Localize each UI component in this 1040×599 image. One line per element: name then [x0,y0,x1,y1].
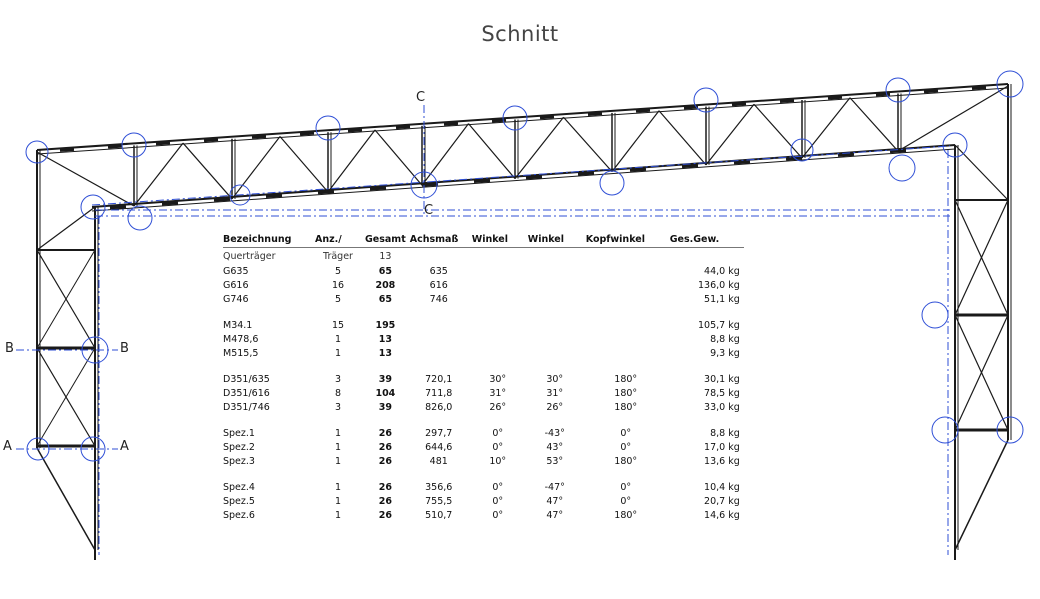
table-cell: 10,4 kg [704,481,740,493]
member-label-tick [214,199,230,200]
table-cell: 53° [546,455,564,467]
table-cell: 1 [334,509,342,521]
table-cell: M515,5 [223,347,259,359]
table-cell: 33,0 kg [704,401,740,413]
member-label-tick [526,177,542,178]
table-cell: 0° [492,495,504,507]
table-cell: 8,8 kg [710,427,740,439]
section-marker-a-left: A [3,439,12,454]
truss-diagonal [706,104,754,165]
table-cell [472,292,528,306]
table-cell: D351/746 [223,401,270,413]
table-cell [410,346,472,360]
table-cell: 78,5 kg [704,387,740,399]
member-label-tick [786,158,802,159]
table-subheader-row: Querträger Träger 13 [223,248,744,265]
table-cell [586,318,670,332]
table-cell: 10° [489,455,507,467]
table-cell: 180° [614,401,638,413]
table-cell: 711,8 [425,387,453,399]
section-marker-a-right: A [120,439,129,454]
table-cell: 0° [620,481,632,493]
table-cell: 47° [546,495,564,507]
member-label-tick [890,151,906,152]
truss-diagonal [898,86,1008,151]
member-label-tick [444,123,458,124]
table-cell [472,278,528,292]
table-cell: 297,7 [425,427,453,439]
table-cell: 26 [378,455,392,467]
table-row [223,494,744,508]
member-label-tick [348,130,362,131]
table-row [223,318,744,332]
table-cell [528,278,586,292]
table-cell: 26 [378,441,392,453]
table-cell: 1 [334,427,342,439]
member-label-tick [924,91,938,92]
table-cell: 26 [378,481,392,493]
table-cell: 104 [375,387,396,399]
node-marker-circle [922,302,948,328]
table-cell: -47° [544,481,565,493]
truss-diagonal [612,111,659,172]
member-label-tick [396,127,410,128]
table-cell: 65 [378,265,392,277]
table-cell [472,346,528,360]
table-cell [586,346,670,360]
table-cell: 30° [546,373,564,385]
header-achsmass: Achsmaß [409,234,459,245]
table-cell [586,264,670,278]
table-cell: 65 [378,293,392,305]
truss-diagonal [375,130,422,185]
table-cell: 26 [378,427,392,439]
table-row [223,346,744,360]
table-cell: 720,1 [425,373,453,385]
bottom-chord-inner [92,149,955,211]
section-marker-c-bottom: C [424,203,434,218]
table-cell: 0° [492,509,504,521]
table-cell: 26 [378,509,392,521]
table-cell [410,318,472,332]
truss-diagonal [515,117,564,178]
table-cell: 644,6 [425,441,453,453]
truss-diagonal [754,104,802,158]
table-cell [528,292,586,306]
table-cell: 0° [492,441,504,453]
truss-diagonal [183,143,232,199]
table-row [223,372,744,386]
table-cell [528,318,586,332]
member-label-tick [110,207,126,208]
table-cell: G746 [223,293,249,305]
table-cell: 26° [489,401,507,413]
table-cell: 180° [614,373,638,385]
truss-diagonal [659,111,706,165]
member-label-tick [318,192,334,193]
table-cell: G616 [223,279,249,291]
table-cell [472,318,528,332]
section-marker-b-right: B [120,341,129,356]
table-cell [472,264,528,278]
table-cell: 31° [489,387,507,399]
truss-diagonal [469,124,516,179]
table-cell: D351/635 [223,373,270,385]
table-row [223,508,744,522]
table-cell: 1 [334,495,342,507]
table-cell: 1 [334,455,342,467]
table-cell: Spez.3 [223,455,255,467]
member-label-tick [266,195,282,196]
table-cell: 0° [492,427,504,439]
table-cell: 180° [614,455,638,467]
member-label-tick [972,87,986,88]
table-cell: 755,5 [425,495,453,507]
table-cell: M34.1 [223,319,253,331]
table-cell: Spez.5 [223,495,255,507]
truss-diagonal [280,136,328,192]
member-label-tick [540,117,554,118]
header-gesamt: Gesamt [365,234,406,245]
member-label-tick [732,104,746,105]
right-column-base-brace [955,440,1008,550]
member-label-tick [876,94,890,95]
table-cell: 635 [429,265,448,277]
header-kopfwinkel: Kopfwinkel [585,234,645,245]
member-label-tick [156,143,170,144]
top-chord [37,84,1008,150]
parts-list-table [223,234,744,522]
truss-diagonal [422,124,469,186]
member-label-tick [162,203,178,204]
table-cell: 26 [378,495,392,507]
table-row [223,292,744,306]
table-cell: 510,7 [425,509,453,521]
member-label-tick [108,146,122,147]
table-cell: 31° [546,387,564,399]
member-label-tick [252,136,266,137]
bottom-chord [92,145,955,207]
group-spacer [223,360,744,372]
member-label-tick [780,100,794,101]
header-winkel-2: Winkel [527,234,565,245]
table-cell: 0° [620,495,632,507]
table-cell: 0° [620,427,632,439]
table-cell: 180° [614,387,638,399]
table-row [223,480,744,494]
table-cell: 26° [546,401,564,413]
truss-diagonal [564,117,613,171]
drawing-title: Schnitt [481,22,559,46]
table-cell: 180° [614,509,638,521]
table-cell [586,278,670,292]
table-cell: Spez.1 [223,427,255,439]
table-cell: 1 [334,347,342,359]
table-cell [528,346,586,360]
table-cell [528,332,586,346]
table-cell: 30,1 kg [704,373,740,385]
table-row [223,278,744,292]
table-cell: Spez.4 [223,481,255,493]
table-cell: 8,8 kg [710,333,740,345]
table-cell: 826,0 [425,401,453,413]
table-cell: 30° [489,373,507,385]
table-cell: 13 [378,333,392,345]
table-cell: 1 [334,481,342,493]
section-marker-b-left: B [5,341,14,356]
member-label-tick [636,110,650,111]
table-cell: 15 [331,319,345,331]
table-row [223,400,744,414]
table-cell [586,292,670,306]
truss-diagonal [134,143,183,206]
table-cell: 39 [378,401,392,413]
member-label-tick [630,169,646,170]
table-cell: 17,0 kg [704,441,740,453]
table-cell: 8 [334,387,342,399]
table-cell: 208 [375,279,396,291]
header-gesamtgewicht: Ges.Gew. [669,234,720,245]
group-spacer [223,468,744,480]
table-row [223,264,744,278]
member-label-tick [492,120,506,121]
table-cell: 616 [429,279,448,291]
left-column-base-brace [37,448,95,550]
table-cell: 20,7 kg [704,495,740,507]
right-column-knee [955,145,1008,200]
table-cell: 0° [492,481,504,493]
table-cell: 0° [620,441,632,453]
table-cell: 13 [378,347,392,359]
table-cell: 16 [331,279,345,291]
table-cell: 1 [334,441,342,453]
group-spacer [223,306,744,318]
table-row [223,440,744,454]
table-cell: 136,0 kg [698,279,740,291]
table-cell: -43° [544,427,565,439]
member-label-tick [60,149,74,150]
truss-diagonal [802,98,850,158]
table-cell: 44,0 kg [704,265,740,277]
table-header-row [223,234,744,248]
table-cell: 105,7 kg [698,319,740,331]
table-cell: 5 [334,293,342,305]
section-marker-c-top: C [416,90,426,105]
table-cell: D351/616 [223,387,270,399]
header-winkel-1: Winkel [471,234,509,245]
table-row [223,332,744,346]
table-cell: 47° [546,509,564,521]
table-row [223,426,744,440]
table-cell: 14,6 kg [704,509,740,521]
table-cell: 51,1 kg [704,293,740,305]
table-cell: M478,6 [223,333,259,345]
left-column-knee [37,207,95,250]
member-label-tick [578,173,594,174]
node-marker-circle [600,171,624,195]
member-label-tick [828,97,842,98]
header-bezeichnung: Bezeichnung [223,234,292,245]
table-cell: 746 [429,293,448,305]
truss-diagonal [328,130,375,192]
member-label-tick [300,133,314,134]
table-cell: 39 [378,373,392,385]
truss-diagonal [232,136,280,198]
table-cell [528,264,586,278]
table-cell: 13,6 kg [704,455,740,467]
member-label-tick [838,154,854,155]
table-cell: 195 [375,319,396,331]
table-cell: G635 [223,265,249,277]
member-label-tick [588,114,602,115]
table-cell: Spez.6 [223,509,255,521]
table-cell [410,332,472,346]
member-label-tick [734,162,750,163]
table-row [223,386,744,400]
table-cell [586,332,670,346]
table-cell: 3 [334,401,342,413]
table-cell: 9,3 kg [710,347,740,359]
header-anzahl: Anz./ [315,234,342,245]
table-cell: 481 [429,455,448,467]
table-cell: Spez.2 [223,441,255,453]
table-cell: 5 [334,265,342,277]
truss-diagonal [850,98,898,151]
member-label-tick [474,181,490,182]
table-cell: 1 [334,333,342,345]
node-marker-circle [889,155,915,181]
table-cell: 3 [334,373,342,385]
member-label-tick [370,188,386,189]
table-row [223,454,744,468]
table-cell: 43° [546,441,564,453]
member-label-tick [682,166,698,167]
group-spacer [223,414,744,426]
member-label-tick [204,140,218,141]
table-cell: 356,6 [425,481,453,493]
table-cell [472,332,528,346]
